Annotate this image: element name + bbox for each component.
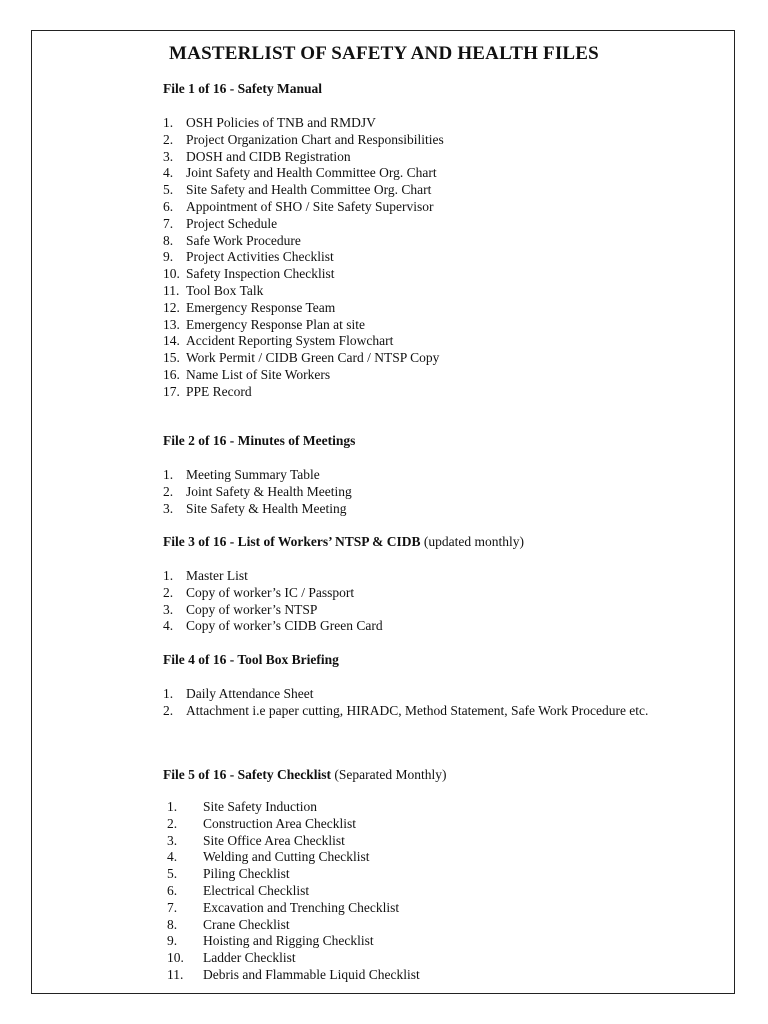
document-title: MASTERLIST OF SAFETY AND HEALTH FILES (169, 43, 599, 64)
section-heading (163, 767, 723, 784)
item-number: 14. (163, 333, 180, 349)
item-text: Daily Attendance Sheet (186, 686, 314, 701)
section-heading-text: File 4 of 16 - Tool Box Briefing (163, 652, 339, 667)
list-item (163, 266, 723, 283)
item-number: 1. (163, 686, 174, 701)
item-text: Site Safety and Health Committee Org. Chart (186, 182, 432, 198)
list-item (163, 467, 723, 484)
list-item (163, 132, 723, 149)
item-text: Name List of Site Workers (186, 366, 331, 382)
item-number: 2. (163, 483, 174, 499)
item-number: 11. (163, 282, 180, 298)
item-text: Safe Work Procedure (186, 232, 301, 248)
item-text: Meeting Summary Table (186, 467, 320, 482)
section-heading-text: File 2 of 16 - Minutes of Meetings (163, 433, 356, 448)
section-note: (updated monthly) (423, 534, 524, 549)
list-item (163, 283, 723, 300)
item-list-file-1 (163, 115, 723, 401)
item-text: Ladder Checklist (203, 950, 296, 966)
item-number: 3. (163, 601, 174, 617)
file-section-3 (163, 534, 723, 551)
item-number: 15. (163, 350, 180, 366)
list-item (163, 115, 723, 132)
item-number: 2. (163, 702, 174, 718)
item-text: Master List (186, 568, 248, 583)
item-text: DOSH and CIDB Registration (186, 148, 351, 164)
item-text: Hoisting and Rigging Checklist (203, 933, 374, 949)
list-item (163, 165, 723, 182)
item-number: 11. (167, 966, 184, 982)
item-text: PPE Record (186, 383, 252, 399)
item-number: 16. (163, 366, 180, 382)
item-number: 3. (163, 500, 174, 516)
item-text: Copy of worker’s IC / Passport (186, 584, 355, 600)
item-list-file-5 (163, 799, 723, 984)
item-text: Copy of worker’s CIDB Green Card (186, 618, 383, 634)
list-item (163, 585, 723, 602)
item-text: Accident Reporting System Flowchart (186, 333, 394, 349)
item-text: Crane Checklist (203, 916, 290, 932)
list-item (163, 182, 723, 199)
item-number: 4. (163, 618, 174, 634)
list-item (163, 384, 723, 401)
section-note: (Separated Monthly) (334, 767, 447, 782)
list-item (163, 350, 723, 367)
list-item (163, 249, 723, 266)
item-number: 10. (167, 950, 184, 966)
list-item (163, 967, 723, 984)
item-text: Site Safety & Health Meeting (186, 500, 347, 516)
item-number: 9. (167, 933, 178, 949)
item-number: 1. (163, 568, 174, 583)
item-number: 6. (167, 882, 178, 898)
item-list-file-4 (163, 686, 723, 720)
item-text: Project Schedule (186, 215, 278, 231)
item-number: 5. (167, 866, 178, 882)
item-text: Site Safety Induction (203, 799, 317, 814)
item-number: 8. (163, 232, 174, 248)
item-text: OSH Policies of TNB and RMDJV (186, 115, 376, 130)
list-item (163, 300, 723, 317)
item-text: Project Activities Checklist (186, 249, 334, 265)
section-heading-text: File 5 of 16 - Safety Checklist (163, 767, 331, 782)
list-item (163, 883, 723, 900)
item-number: 1. (167, 799, 178, 814)
section-heading (163, 81, 723, 98)
list-item (163, 568, 723, 585)
item-text: Electrical Checklist (203, 882, 310, 898)
item-text: Excavation and Trenching Checklist (203, 899, 400, 915)
list-item (163, 866, 723, 883)
item-number: 2. (163, 584, 174, 600)
list-item (163, 602, 723, 619)
item-number: 17. (163, 383, 180, 399)
list-item (163, 703, 723, 720)
item-text: Copy of worker’s NTSP (186, 601, 318, 617)
item-number: 6. (163, 198, 174, 214)
list-item (163, 216, 723, 233)
item-number: 8. (167, 916, 178, 932)
item-text: Debris and Flammable Liquid Checklist (203, 966, 420, 982)
list-item (163, 317, 723, 334)
item-text: Work Permit / CIDB Green Card / NTSP Copy (186, 350, 440, 366)
item-number: 7. (163, 215, 174, 231)
item-text: Appointment of SHO / Site Safety Supervisor (186, 198, 434, 214)
item-text: Joint Safety & Health Meeting (186, 483, 352, 499)
section-heading (163, 652, 723, 669)
item-number: 13. (163, 316, 180, 332)
list-item (163, 199, 723, 216)
item-number: 3. (167, 832, 178, 848)
item-list-file-2 (163, 467, 723, 517)
list-item (163, 367, 723, 384)
section-heading-text: File 1 of 16 - Safety Manual (163, 81, 322, 96)
list-item (163, 618, 723, 635)
item-number: 3. (163, 148, 174, 164)
item-text: Emergency Response Plan at site (186, 316, 365, 332)
item-number: 7. (167, 899, 178, 915)
item-text: Project Organization Chart and Responsibilities (186, 131, 444, 147)
section-heading-text: File 3 of 16 - List of Workers’ NTSP & CIDB (163, 534, 421, 549)
item-text: Piling Checklist (203, 866, 290, 882)
list-item (163, 149, 723, 166)
item-text: Safety Inspection Checklist (186, 266, 335, 282)
item-number: 2. (167, 815, 178, 831)
file-section-1 (163, 81, 723, 98)
list-item (163, 933, 723, 950)
list-item (163, 333, 723, 350)
list-item (163, 816, 723, 833)
list-item (163, 833, 723, 850)
item-number: 4. (163, 165, 174, 181)
item-text: Emergency Response Team (186, 299, 336, 315)
section-heading (163, 433, 723, 450)
item-list-file-3 (163, 568, 723, 635)
list-item (163, 501, 723, 518)
item-number: 4. (167, 849, 178, 865)
item-text: Welding and Cutting Checklist (203, 849, 370, 865)
section-heading (163, 534, 723, 551)
item-text: Construction Area Checklist (203, 815, 356, 831)
list-item (163, 950, 723, 967)
list-item (163, 484, 723, 501)
list-item (163, 233, 723, 250)
list-item (163, 686, 723, 703)
file-section-2 (163, 433, 723, 450)
item-number: 1. (163, 467, 174, 482)
item-text: Attachment i.e paper cutting, HIRADC, Method Statement, Safe Work Procedure etc. (186, 702, 649, 718)
list-item (163, 849, 723, 866)
file-section-4 (163, 652, 723, 669)
item-text: Joint Safety and Health Committee Org. Chart (186, 165, 437, 181)
item-number: 12. (163, 299, 180, 315)
item-number: 10. (163, 266, 180, 282)
list-item (163, 799, 723, 816)
list-item (163, 900, 723, 917)
item-number: 5. (163, 182, 174, 198)
item-number: 9. (163, 249, 174, 265)
item-text: Tool Box Talk (186, 282, 264, 298)
item-text: Site Office Area Checklist (203, 832, 345, 848)
item-number: 2. (163, 131, 174, 147)
item-number: 1. (163, 115, 174, 130)
file-section-5 (163, 767, 723, 784)
list-item (163, 917, 723, 934)
